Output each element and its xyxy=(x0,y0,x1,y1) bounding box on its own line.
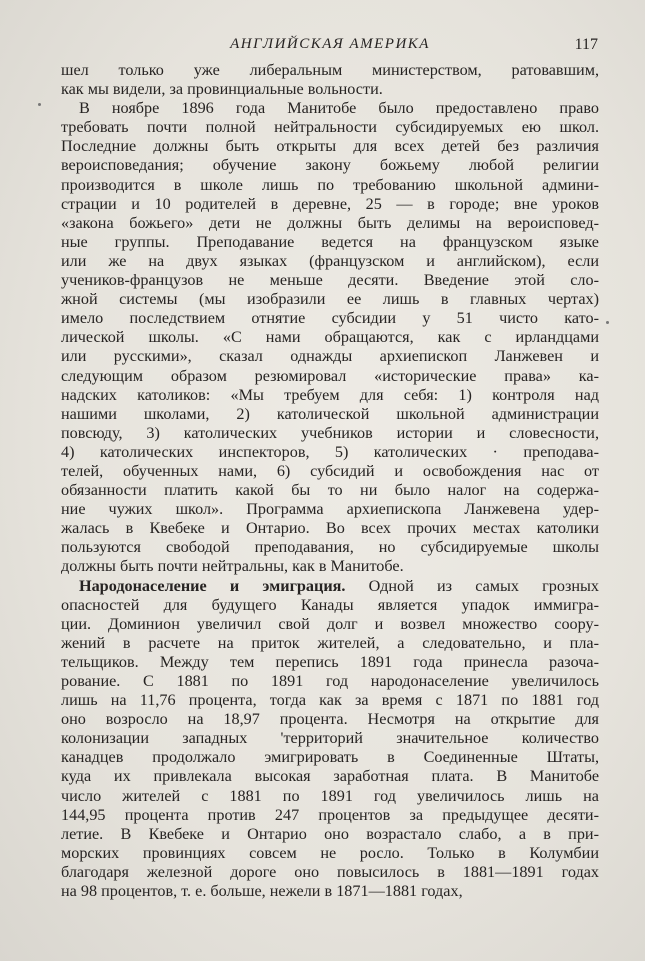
text-line: благодаря железной дороге оно повысилось в 1881—1891 годах xyxy=(61,862,599,881)
text-line: следующим образом резюмировал «исторические права» ка- xyxy=(61,366,599,385)
text-line: канадцев продолжало эмигрировать в Соединенные Штаты, xyxy=(61,748,599,767)
text-line: вероисповедания; обучение закону божьему любой религии xyxy=(61,156,599,175)
text-line: 4) католических инспекторов, 5) католических · преподава- xyxy=(61,442,599,461)
page-body xyxy=(61,61,599,901)
section-heading: Народонаселение и эмиграция. xyxy=(79,576,346,595)
text-line: производится в школе лишь по требованию школьной админи- xyxy=(61,175,599,194)
text-line: опасностей для будущего Канады является упадок иммигра- xyxy=(61,595,599,614)
scan-speck xyxy=(606,321,609,324)
text-line: жалась в Квебеке и Онтарио. Во всех прочих местах католики xyxy=(61,519,599,538)
text-line: ции. Доминион увеличил свой долг и возвел множество соору- xyxy=(61,614,599,633)
text-line: или русскими», сказал однажды архиепископ Ланжевен и xyxy=(61,347,599,366)
text-line: морских провинциях совсем не росло. Только в Колумбии xyxy=(61,843,599,862)
running-title: АНГЛИЙСКАЯ АМЕРИКА xyxy=(230,36,430,52)
text-line: на 98 процентов, т. е. больше, нежели в 1871—1881 годах, xyxy=(61,882,463,901)
text-line: учеников-французов не меньше десяти. Введение этой сло- xyxy=(61,271,599,290)
text-line: или же на двух языках (французском и английском), если xyxy=(61,251,599,270)
text-line: «закона божьего» дети не должны быть делимы на вероисповед- xyxy=(61,213,599,232)
text-line: лишь на 11,76 процента, тогда как за время с 1871 по 1881 год xyxy=(61,691,599,710)
text-line: рование. С 1881 по 1891 год народонаселение увеличилось xyxy=(61,672,599,690)
text-line: обязанности платить какой бы то ни было налог на содержа- xyxy=(61,481,599,500)
text-line: как мы видели, за провинциальные вольности. xyxy=(61,80,383,99)
text-line: колонизации западных 'территорий значительное количество xyxy=(61,729,599,748)
text-line: оно возросло на 18,97 процента. Несмотря на открытие для xyxy=(61,710,599,729)
text-line: тельщиков. Между тем перепись 1891 года принесла разоча- xyxy=(61,652,599,671)
text-line: лической школы. «С нами обращаются, как с ирландцами xyxy=(61,328,599,347)
text-line: телей, обученных нами, 6) субсидий и освобождения нас от xyxy=(61,461,599,480)
text-line: должны быть почти нейтральны, как в Манитобе. xyxy=(61,557,404,576)
text-line: нашими школами, 2) католической школьной администрации xyxy=(61,404,599,423)
page-number: 117 xyxy=(574,36,598,53)
text-line: надских католиков: «Мы требуем для себя: 1) контроля над xyxy=(61,385,599,404)
text-line: ние чужих школ». Программа архиепископа Ланжевена удер- xyxy=(61,500,599,519)
text-line: летие. В Квебеке и Онтарио оно возрастало слабо, а в при- xyxy=(61,824,599,843)
text-line: страции и 10 родителей в деревне, 25 — в городе; вне уроков xyxy=(61,194,599,213)
text-line: ные группы. Преподавание ведется на французском языке xyxy=(61,232,599,251)
text-line: жений в расчете на приток жителей, а следовательно, и пла- xyxy=(61,633,599,652)
text-line: пользуются свободой преподавания, но субсидируемые школы xyxy=(61,538,599,557)
text-line: требовать почти полной нейтральности субсидируемых ею школ. xyxy=(61,118,599,137)
text-line: жной системы (мы изобразили ее лишь в главных чертах) xyxy=(61,290,599,309)
text-line: 144,95 процента против 247 процентов за предыдущее десяти- xyxy=(61,805,599,824)
text-line: число жителей с 1881 по 1891 год увеличилось лишь на xyxy=(61,786,599,805)
text-line: шел только уже либеральным министерством, ратовавшим, xyxy=(61,61,599,79)
page-header xyxy=(62,36,598,58)
scan-speck xyxy=(38,103,41,106)
text-line: Последние должны быть открыты для всех детей без различия xyxy=(61,137,599,156)
text-line: В ноябре 1896 года Манитобе было предоставлено право xyxy=(79,99,599,118)
text-line: повсюду, 3) католических учебников истории и словесности, xyxy=(61,423,599,442)
text-line: имело последствием отнятие субсидии у 51 чисто като- xyxy=(61,309,599,328)
text-line: куда их привлекала высокая заработная плата. В Манитобе xyxy=(61,767,599,786)
section-heading-line xyxy=(61,577,599,596)
line-text: Одной из самых грозных xyxy=(368,576,599,595)
